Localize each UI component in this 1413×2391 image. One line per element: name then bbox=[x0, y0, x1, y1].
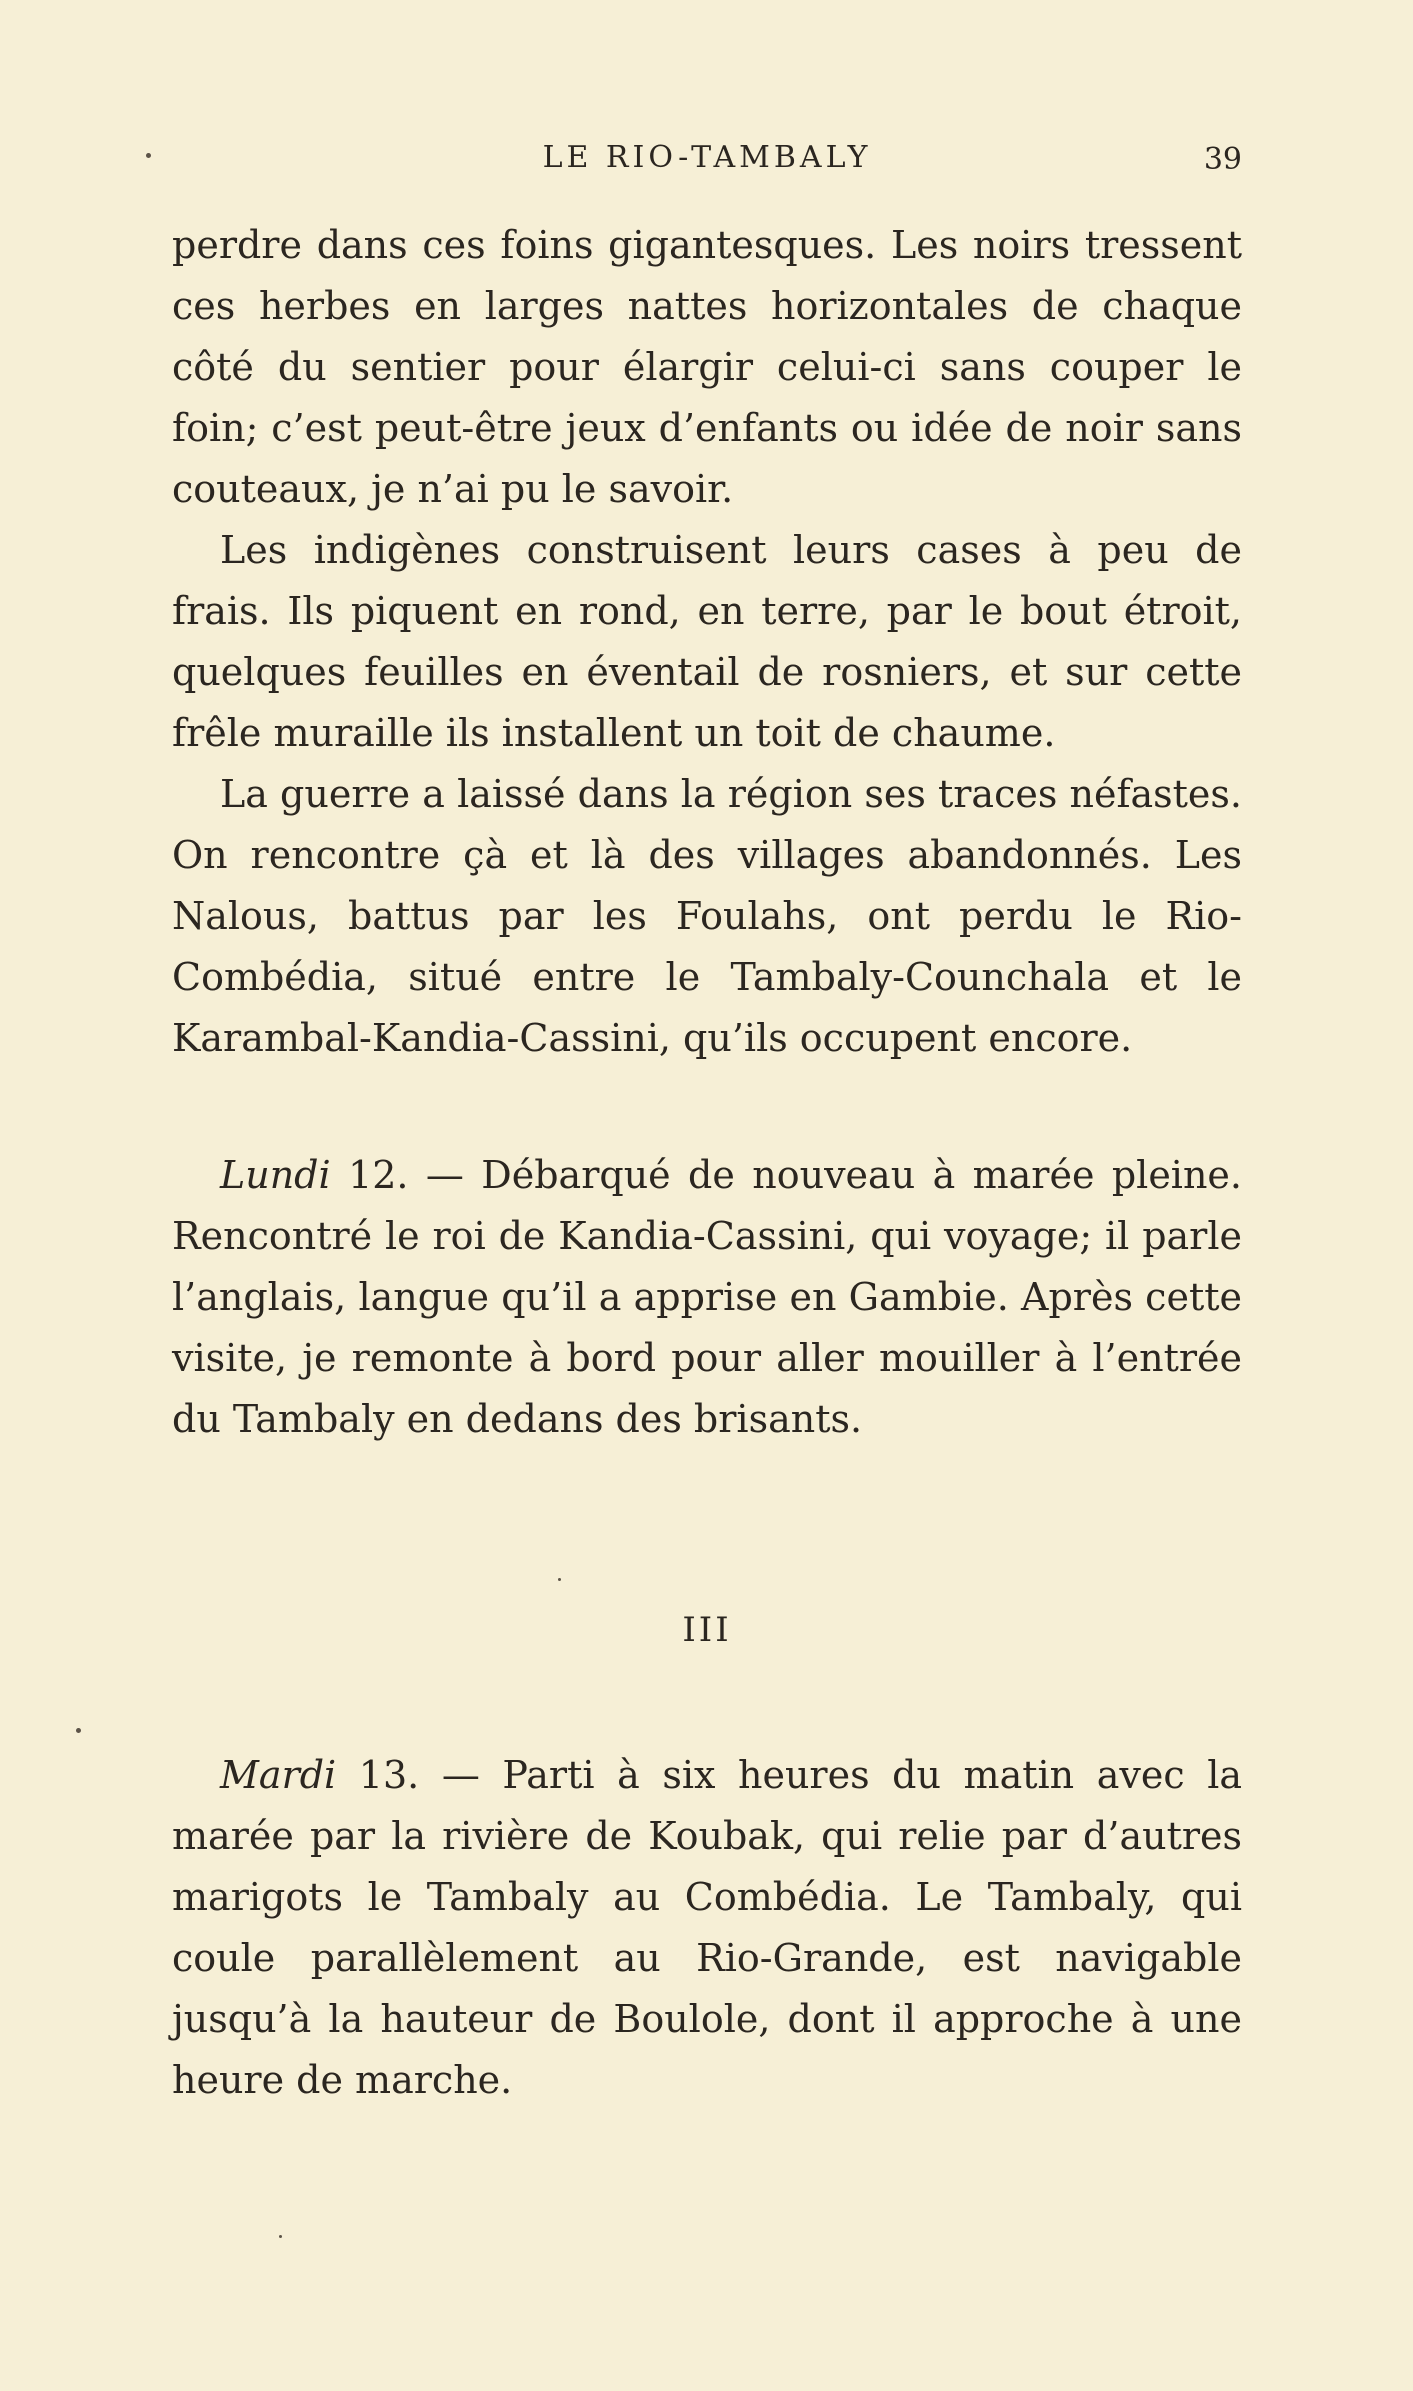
paper-speck bbox=[76, 1728, 81, 1733]
journal-entry-paragraph bbox=[172, 1745, 1242, 2111]
running-title: LE RIO-TAMBALY bbox=[542, 140, 872, 175]
entry-date: Lundi bbox=[220, 1153, 331, 1197]
section-heading: III bbox=[682, 1610, 732, 1650]
paragraph-indigenous-huts: Les indigènes construisent leurs cases à peu de frais. Ils piquent en rond, en terre, par le bout étroit, quelques feuilles en éventail de rosniers, et sur cette frêle muraille ils installent un toit de chaume. bbox=[172, 528, 1242, 755]
paragraph-continuation: perdre dans ces foins gigantesques. Les noirs tressent ces herbes en larges nattes horizontales de chaque côté du sentier pour élargir celui-ci sans couper le foin; c’est peut-être jeux d’enfants ou idée de noir sans couteaux, je n’ai pu le savoir. bbox=[172, 223, 1242, 511]
paper-speck bbox=[558, 1578, 561, 1581]
journal-entry-mardi bbox=[172, 1745, 1242, 2111]
page-number: 39 bbox=[1203, 142, 1242, 177]
journal-entry-lundi bbox=[172, 1145, 1242, 1450]
opening-text-block bbox=[172, 215, 1242, 1069]
entry-date: Mardi bbox=[220, 1753, 337, 1797]
paper-speck bbox=[146, 153, 151, 158]
paragraph-war-traces: La guerre a laissé dans la région ses traces néfastes. On rencontre çà et là des villages abandonnés. Les Nalous, battus par les Foulahs, ont perdu le Rio-Combédia, situé entre le Tambaly-Counchala et le Karambal-Kandia-Cassini, qu’ils occupent encore. bbox=[172, 772, 1242, 1060]
entry-text: 13. — Parti à six heures du matin avec la marée par la rivière de Koubak, qui relie par d’autres marigots le Tambaly au Combédia. Le Tambaly, qui coule parallèlement au Rio-Grande, est navigable jusqu’à la hauteur de Boulole, dont il approche à une heure de marche. bbox=[172, 1753, 1242, 2102]
paper-speck bbox=[279, 2235, 282, 2238]
running-header bbox=[172, 140, 1242, 190]
journal-entry-paragraph bbox=[172, 1145, 1242, 1450]
entry-text: 12. — Débarqué de nouveau à marée pleine. Rencontré le roi de Kandia-Cassini, qui voyage; il parle l’anglais, langue qu’il a apprise en Gambie. Après cette visite, je remonte à bord pour aller mouiller à l’entrée du Tambaly en dedans des brisants. bbox=[172, 1153, 1242, 1441]
